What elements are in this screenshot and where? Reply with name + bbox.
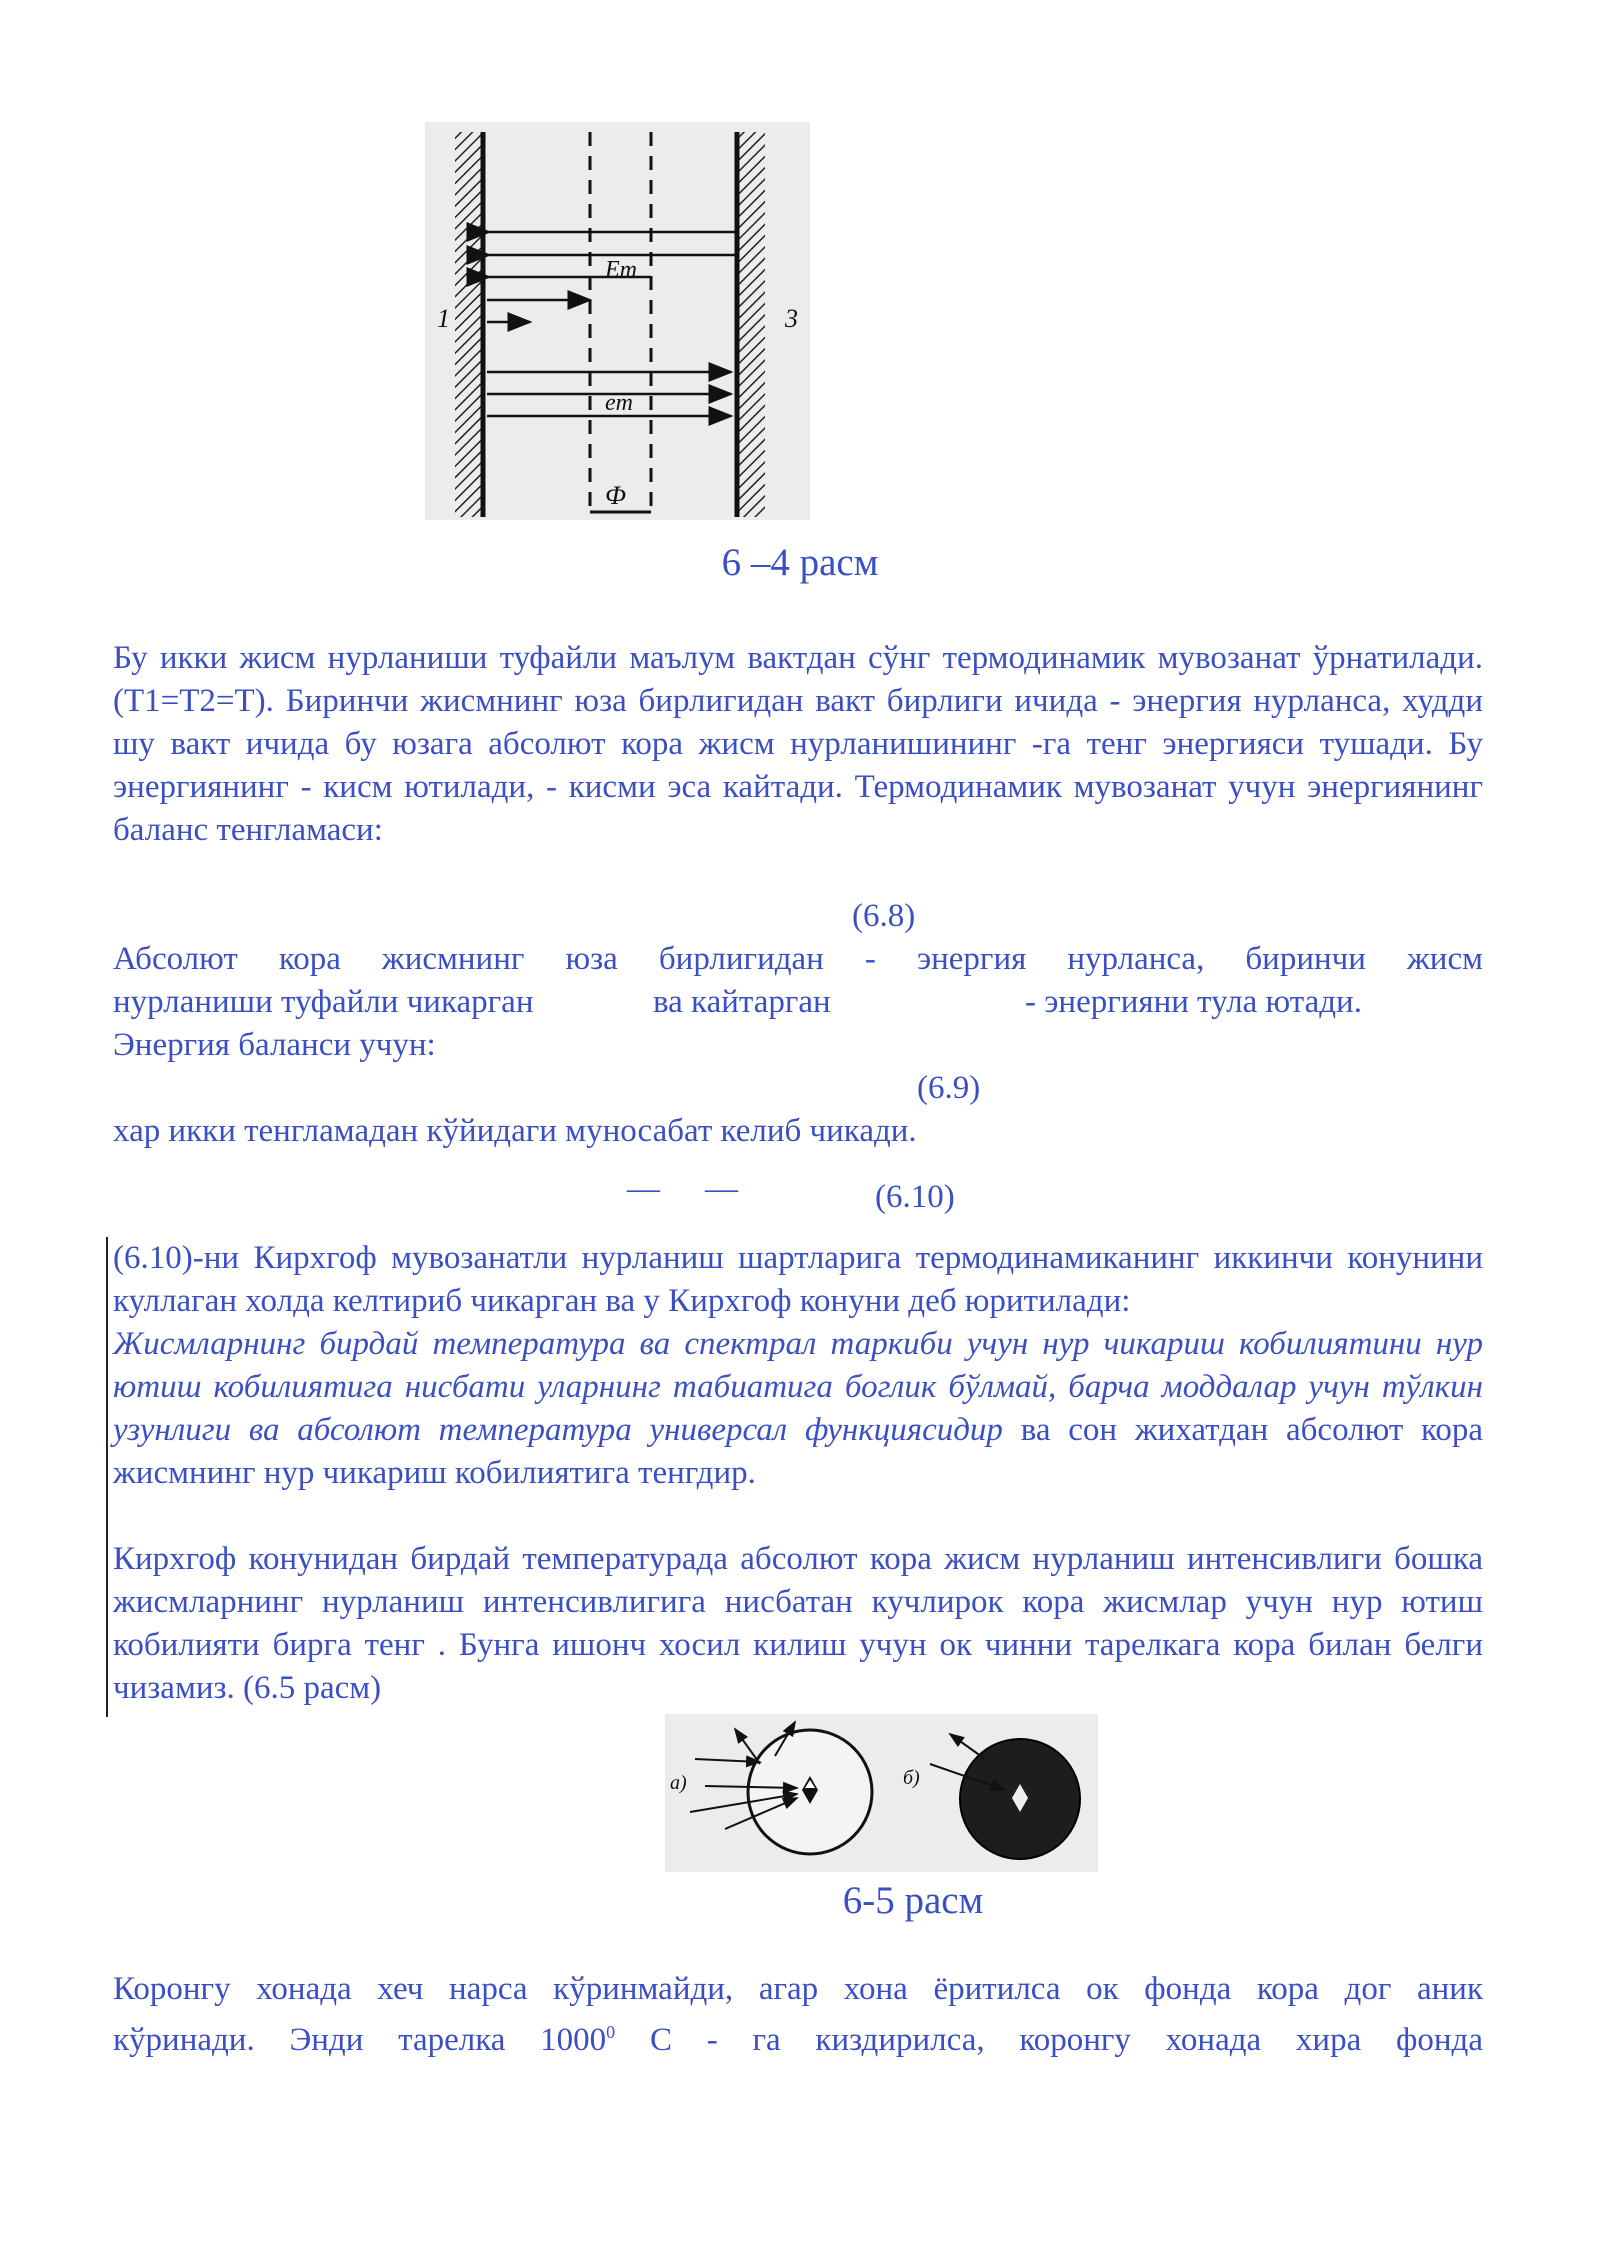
paragraph-2-line-2c: - энергияни тула ютади. (1025, 984, 1362, 1020)
figure-6-5-caption: 6-5 расм (842, 1879, 984, 1922)
paragraph-4: (6.10)-ни Кирхгоф мувозанатли нурланиш шартларига термодинамиканинг иккинчи конунини куллаган холда келтириб чикарган ва у Кирхгоф конуни деб юритилади: (113, 1240, 1483, 1319)
degree-superscript: 0 (606, 2022, 616, 2042)
equation-6-10-number: (6.10) (875, 1179, 955, 1215)
paragraph-2-line-2b: ва кайтарган (653, 984, 831, 1020)
equation-6-10-fraction-bar-1: — (627, 1171, 660, 1207)
label-et-lower: eт (605, 390, 633, 416)
label-left: 1 (437, 304, 450, 333)
paragraph-1: Бу икки жисм нурланиши туфайли маълум вактдан сўнг термодинамик мувозанат ўрнатилади. (Т1=Т2=Т). Биринчи жисмнинг юза бирлигидан вакт бирлиги ичида - энергия нурланса, худди шу вакт ичида бу юзага абсолют кора жисм нурланишининг -га тенг энергияси тушади. Бу энергиянинг - кисм ютилади, - кисми эса кайтади. Термодинамик мувозанат учун энергиянинг баланс тенгламаси: (113, 640, 1483, 848)
right-wall (737, 132, 765, 517)
paragraph-5 (113, 1323, 1483, 1495)
paragraph-3: хар икки тенгламадан кўйидаги муносабат келиб чикади. (113, 1113, 917, 1149)
radiation-walls-diagram (425, 122, 810, 520)
paragraph-7-line-2-end: С - га киздирилса, коронгу хонада хира фонда (615, 2022, 1483, 2058)
paragraph-6: Кирхгоф конунидан бирдай температурада абсолют кора жисм нурланиш интенсивлиги бошка жисмларнинг нурланиш интенсивлигига нисбатан кучлирок кора жисмлар учун нур ютиш кобилияти бирга тенг . Бунга ишонч хосил килиш учун ок чинни тарелкага кора билан белги чизамиз. (6.5 расм) (113, 1541, 1483, 1706)
equation-6-9-number: (6.9) (917, 1070, 981, 1106)
paragraph-2-line-3: Энергия баланси учун: (113, 1027, 436, 1063)
left-wall (455, 132, 483, 517)
label-right: 3 (785, 304, 798, 333)
paragraph-2-line-2a: нурланиши туфайли чикарган (113, 984, 534, 1020)
label-a: а) (670, 1772, 687, 1794)
label-et: Eт (605, 257, 637, 283)
label-b: б) (903, 1767, 920, 1789)
figure-6-4 (425, 122, 810, 520)
paragraph-7-line-1: Коронгу хонада хеч нарса кўринмайди, агар хона ёритилса ок фонда кора дог аник (113, 1971, 1483, 2007)
equation-6-10-fraction-bar-2: — (705, 1171, 738, 1207)
paragraph-7-line-2 (113, 2011, 1483, 2062)
paragraph-7-line-2-start: кўринади. Энди тарелка 1000 (113, 2022, 607, 2058)
equation-6-8-number: (6.8) (852, 898, 916, 934)
figure-6-5 (665, 1714, 1098, 1872)
kirchhoff-law-continuation: ва сон жихатдан абсолют кора жисмнинг нур чикариш кобилиятига тенгдир. (113, 1412, 1484, 1491)
paragraph-2-line-1: Абсолют кора жисмнинг юза бирлигидан - энергия нурланса, биринчи жисм (113, 941, 1483, 977)
revision-bar (106, 1237, 108, 1717)
kirchhoff-law-statement: Жисмларнинг бирдай температура ва спектрал таркиби учун нур чикариш кобилиятини нур ютиш кобилиятига нисбати уларнинг табиатига боглик бўлмай, барча моддалар учун тўлкин узунлиги ва абсолют температура универсал функциясидир (113, 1326, 1483, 1448)
plate-illumination-diagram (665, 1714, 1098, 1872)
label-phi: Ф (605, 481, 626, 510)
figure-6-4-caption: 6 –4 расм (721, 541, 879, 584)
